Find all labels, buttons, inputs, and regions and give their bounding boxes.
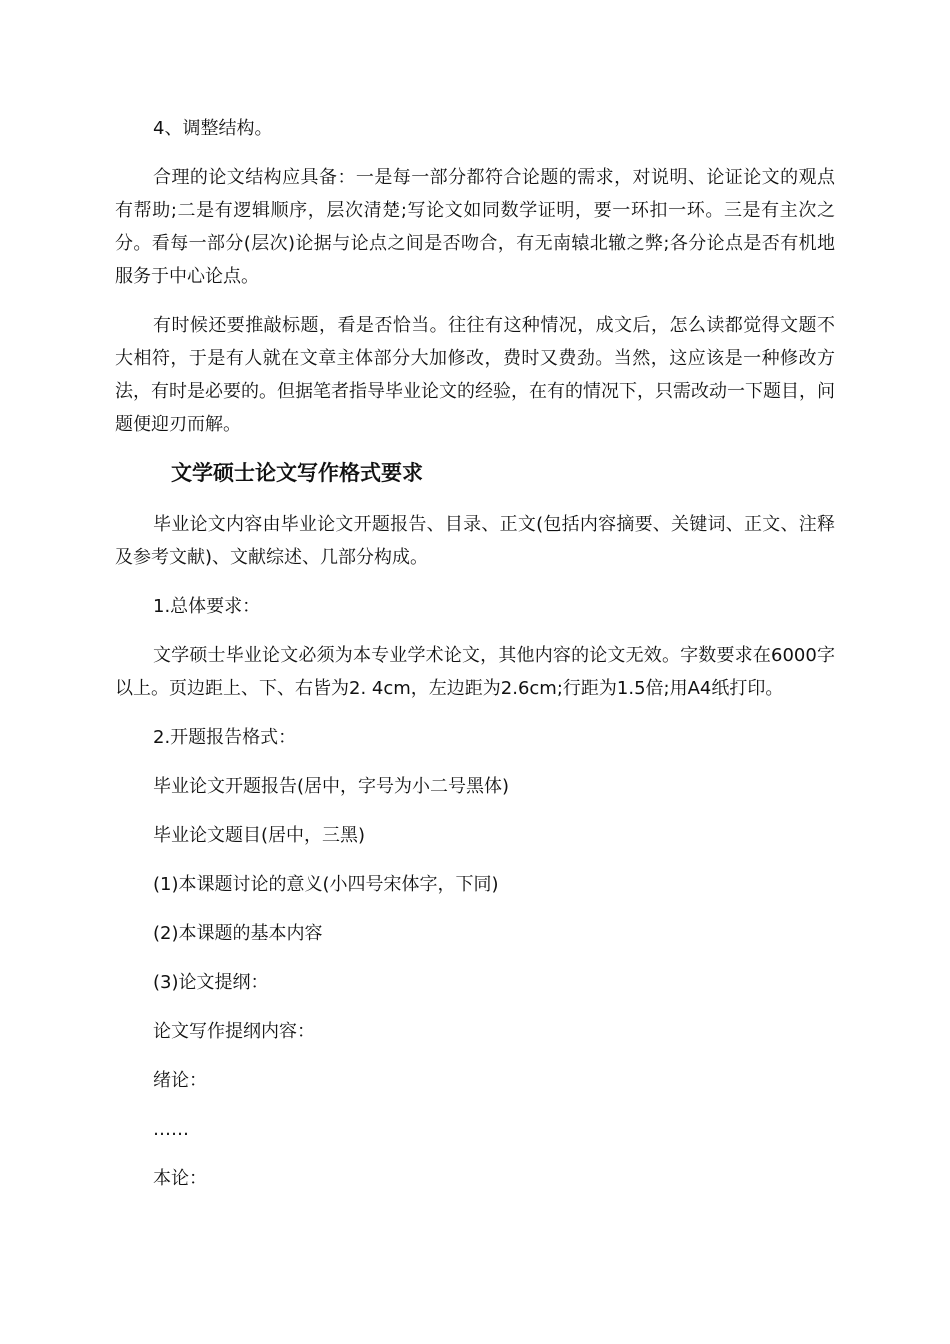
paragraph-title-revision: 有时候还要推敲标题，看是否恰当。往往有这种情况，成文后，怎么读都觉得文题不大相符，于是有人就在文章主体部分大加修改，费时又费劲。当然，这应该是一种修改方法，有时是必要的。但据笔者指导毕业论文的经验，在有的情况下，只需改动一下题目，问题便迎刃而解。 xyxy=(115,315,835,435)
list-item: (1)本课题讨论的意义(小四号宋体字，下同) xyxy=(153,874,499,895)
list-item: 毕业论文题目(居中，三黑) xyxy=(153,825,366,846)
paragraph-composition: 毕业论文内容由毕业论文开题报告、目录、正文(包括内容摘要、关键词、正文、注释及参考文献)、文献综述、几部分构成。 xyxy=(115,514,835,568)
list-item: 毕业论文开题报告(居中，字号为小二号黑体) xyxy=(153,776,510,797)
list-item: (3)论文提纲： xyxy=(153,972,269,993)
step-title: 4、调整结构。 xyxy=(153,118,273,139)
list-item: 绪论： xyxy=(153,1070,207,1091)
list-item: 本论： xyxy=(153,1168,207,1189)
list-item: 论文写作提纲内容： xyxy=(153,1021,315,1042)
paragraph-structure: 合理的论文结构应具备：一是每一部分都符合论题的需求，对说明、论证论文的观点有帮助;二是有逻辑顺序，层次清楚;写论文如同数学证明，要一环扣一环。三是有主次之分。看每一部分(层次)论据与论点之间是否吻合，有无南辕北辙之弊;各分论点是否有机地服务于中心论点。 xyxy=(115,167,835,287)
requirement-title: 1.总体要求： xyxy=(153,596,261,617)
list-item: …… xyxy=(153,1119,189,1140)
document-page xyxy=(115,112,835,1195)
section-heading: 文学硕士论文写作格式要求 xyxy=(171,461,423,485)
list-item: (2)本课题的基本内容 xyxy=(153,923,323,944)
format-title: 2.开题报告格式： xyxy=(153,727,297,748)
paragraph-requirements: 文学硕士毕业论文必须为本专业学术论文，其他内容的论文无效。字数要求在6000字以上。页边距上、下、右皆为2. 4cm，左边距为2.6cm;行距为1.5倍;用A4纸打印。 xyxy=(115,645,835,699)
